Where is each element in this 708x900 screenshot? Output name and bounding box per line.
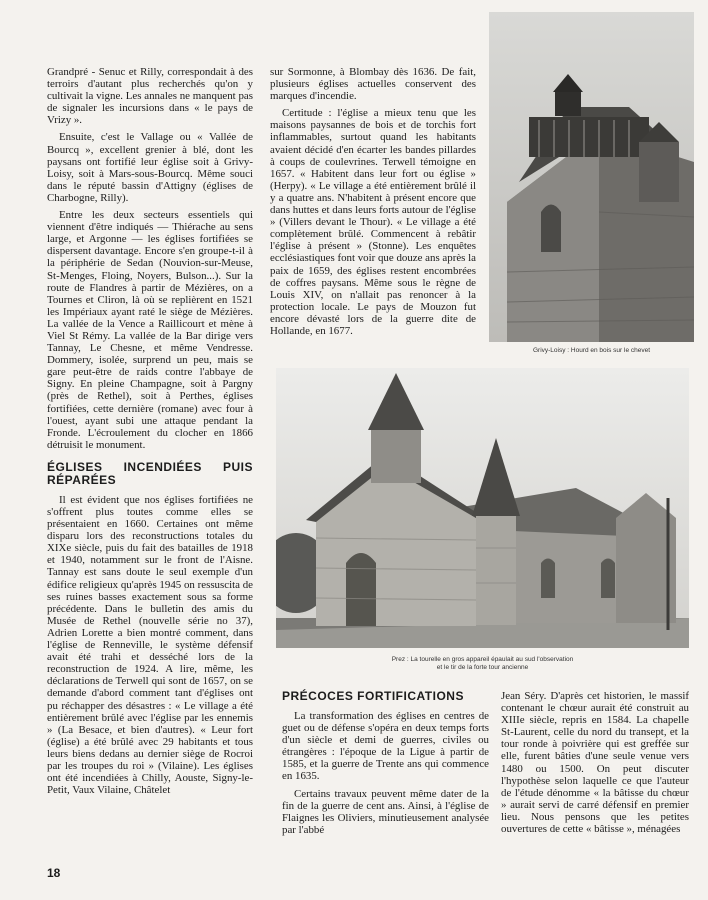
text-column-1 [47,66,253,801]
paragraph: Ensuite, c'est le Vallage ou « Vallée de Bourcq », excellent grenier à blé, dont les paysans ont fortifié leur église soit à Grivy-Loisy, soit à Mars-sous-Bourcq. Même souci dans le réputé bassin d'Attigny (églises de Charbogne, Rilly). [47,131,253,204]
paragraph: sur Sormonne, à Blombay dès 1636. De fait, plusieurs églises actuelles conservent des marques d'incendie. [270,66,476,103]
section-heading: PRÉCOCES FORTIFICATIONS [282,689,464,703]
photo-caption: Grivy-Loisy : Hourd en bois sur le chevet [532,347,651,354]
paragraph: Entre les deux secteurs essentiels qui viennent d'être indiqués — Thiérache au sens large, et Argonne — les églises fortifiées se dispersent davantage. Encore s'en groupe-t-il à la périphérie de Sedan (Nouvion-sur-Meuse, St-Menges, Floing, Noyers, Bulson...). Sur la route de Flandres à partir de Mézières, on a Tournes et Cliron, là où se replièrent en 1521 les Impériaux ayant raté le siège de Mézières. La vallée de la Vence a Raillicourt et mène à Viel St Rémy. La vallée de la Bar dirige vers Tannay, Le Chesne, et même Vendresse. Dommery, isolée, surprend un peu, mais se gare peut-être de raids contre l'abbaye de Signy. En pleine Champagne, soit à Pargny (près de Rethel), soit à Perthes, églises fortifiées, cette dernière (romane) avec four à l'ouest, ayant subi une attaque pendant la Fronde. L'écroulement du clocher en 1866 détruisit le monument. [47,209,253,451]
paragraph: Certitude : l'église a mieux tenu que les maisons paysannes de bois et de torchis fort inflammables, surtout quand les habitants avaient décidé d'en écarter les bandes pillardes à coups de coulevrines. Terwell témoigne en 1657. « Habitent dans leur fort ou église » (Herpy). « Le village a été entièrement brûlé il y a quatre ans. N'habitent à présent encore que dans huttes et dans leurs forts autour de l'église » (Villers devant le Thour). « Le village a été complètement brûlé. Commencent à rebâtir l'église à présent » (Stonne). Les enquêtes ecclésiastiques font voir que douze ans après la paix de 1659, des églises restent encombrées de coffres paysans. Même sous le règne de Louis XIV, on n'allait pas renoncer à la protection locale. Le pays de Mouzon fut encore dévasté lors de la guerre dite de Hollande, en 1677. [270,107,476,337]
photo-caption [276,656,689,672]
text-column-3 [282,690,489,841]
caption-line: Prez : La tourelle en gros appareil épaulait au sud l'observation [391,656,574,663]
text-column-2 [270,66,476,342]
paragraph: Certains travaux peuvent même dater de la fin de la guerre de cent ans. Ainsi, à l'église de Flaignes les Oliviers, minutieusement analysée par l'abbé [282,787,489,836]
photo-grivy-loisy-church [489,12,694,342]
caption-line: et le tir de la forte tour ancienne [436,664,529,671]
paragraph: La transformation des églises en centres de guet ou de défense s'opéra en deux temps forts d'un siècle et demi de guerres, civiles ou étrangères : l'époque de la Ligue à partir de 1585, et la guerre de Trente ans qui commence en 1635. [282,710,489,783]
photo-prez-church [276,368,689,648]
text-column-4 [501,690,689,840]
paragraph: Jean Séry. D'après cet historien, le massif contenant le chœur aurait été construit au XIIIe siècle, repris en 1584. La chapelle St-Laurent, celle du nord du transept, et la tour ronde à poivrière qui est greffée sur elle, furent bâties d'une seule venue vers 1480 ou 1500. On peut discuter l'hypothèse selon laquelle ce que l'auteur de l'étude dénomme « la bâtisse du chœur » aurait servi de carré défensif en premier lieu. Nous pensons que les petites ouvertures de cette « bâtisse », ménagées [501,690,689,836]
paragraph: Grandpré - Senuc et Rilly, correspondait à des terroirs d'autant plus recherchés qu'on y cultivait la vigne. Les annales ne manquent pas de signaler les incursions dans « le pays de Vrizy ». [47,66,253,127]
paragraph: Il est évident que nos églises fortifiées ne s'offrent plus toutes comme elles se présentaient en 1660. Certaines ont même disparu lors des reconstructions totales du XIXe siècle, puis du fait des batailles de 1918 et 1940, notamment sur le front de l'Aisne. Tannay est sans doute le seul exemple d'un édifice religieux qu'après 1945 on ressuscita de ses ruines basses exactement sous sa forme précédente. Dans le bulletin des amis du Musée de Rethel (nouvelle série no 37), Adrien Lorette a bien montré comment, dans l'église de Renneville, le système défensif avait été trahi et desséché lors de la reconstruction de 1924. A lire, même, les déclarations de Terwell qui sont de 1657, on se demande d'abord comment tant d'églises ont pu réchapper des désastres : « Le village a été entièrement brûlé avec l'église par les ennemis » (La Besace, et bien d'autres). « Leur fort (église) a été brûlé avec 29 habitants et tous leurs biens dedans au dernier siège de Rocroi par les troupes du roi » (Vilaine). Les églises ont été incendiées à Chilly, Aouste, Signy-le-Petit, Vaux Vilaine, Châtelet [47,493,253,797]
section-heading: ÉGLISES INCENDIÉES PUIS RÉPARÉES [47,459,253,487]
page-number: 18 [47,866,61,880]
